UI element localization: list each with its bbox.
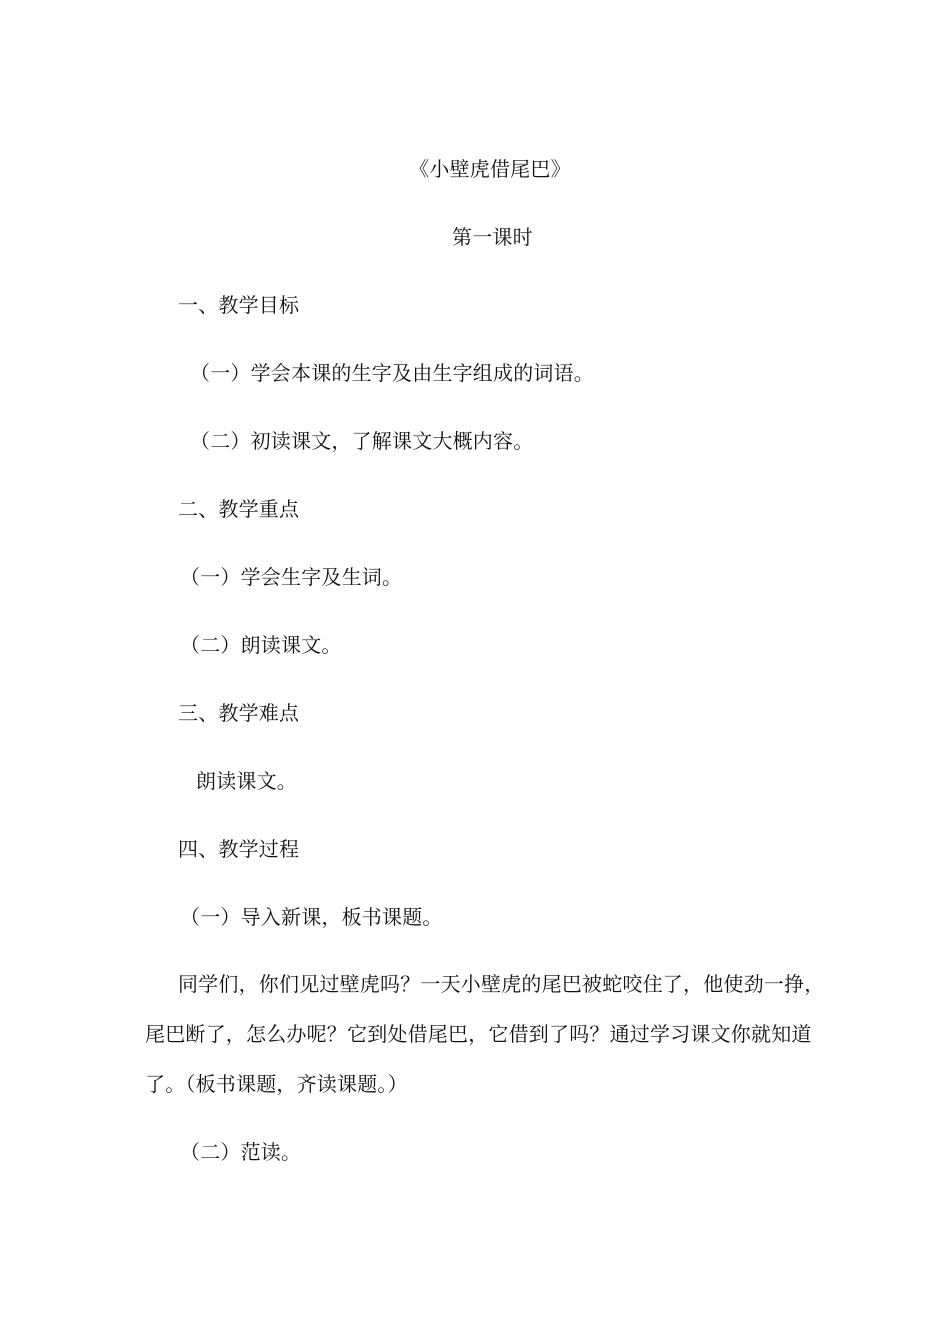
document-title: 《小壁虎借尾巴》 [409,157,571,181]
key-point-item-1: （一）学会生字及生词。 [180,565,403,589]
goal-item-1: （一）学会本课的生字及由生字组成的词语。 [190,361,594,385]
key-point-item-2: （二）朗读课文。 [180,633,342,657]
section-heading-difficulties: 三、教学难点 [178,701,300,725]
lesson-subtitle: 第一课时 [452,225,533,249]
process-paragraph-line-2: 尾巴断了，怎么办呢？它到处借尾巴，它借到了吗？通过学习课文你就知道 [145,1022,812,1046]
process-paragraph-line-3: 了。（板书课题，齐读课题。） [145,1072,408,1096]
section-heading-key-points: 二、教学重点 [178,497,300,521]
section-heading-process: 四、教学过程 [178,837,300,861]
section-heading-goals: 一、教学目标 [178,293,300,317]
goal-item-2: （二）初读课文，了解课文大概内容。 [190,429,534,453]
process-paragraph-line-1: 同学们，你们见过壁虎吗？一天小壁虎的尾巴被蛇咬住了，他使劲一挣， [178,972,825,996]
process-step-1: （一）导入新课，板书课题。 [180,905,443,929]
difficulty-text: 朗读课文。 [196,769,297,793]
process-step-2: （二）范读。 [180,1140,302,1164]
